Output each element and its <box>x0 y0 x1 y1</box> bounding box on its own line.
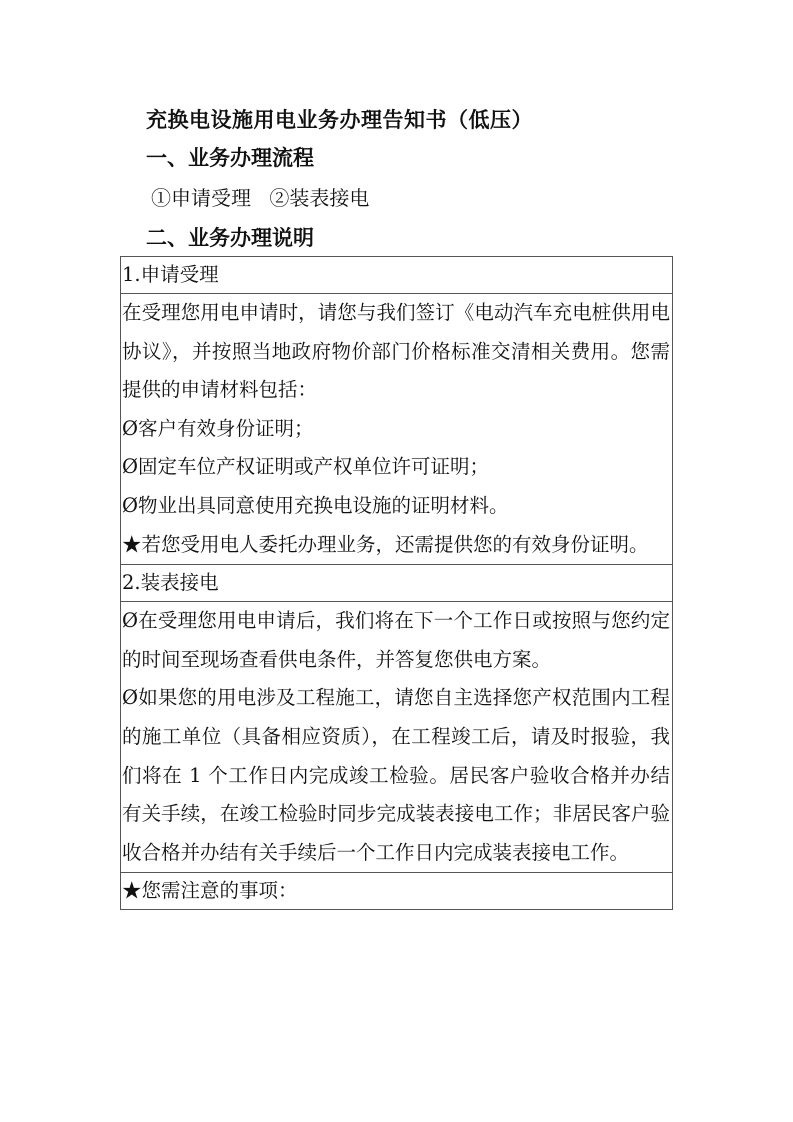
flow-steps <box>151 182 369 211</box>
table-row <box>121 294 673 565</box>
instructions-table <box>120 256 673 910</box>
flow-step-2: ②装表接电 <box>269 186 370 210</box>
step1-intro: 在受理您用电申请时，请您与我们签订《电动汽车充电桩供用电协议》，并按照当地政府物价部门价格标准交清相关费用。您需提供的申请材料包括： <box>122 301 670 402</box>
step1-body <box>121 294 673 565</box>
step2-item: Ø如果您的用电涉及工程施工，请您自主选择您产权范围内工程的施工单位（具备相应资质），在工程竣工后，请及时报验，我们将在 1 个工作日内完成竣工检验。居民客户验收合格并办结有关手续，在竣工检验时同步完成装表接电工作；非居民客户验收合格并办结有关手续后一个工作日内完成装表接电工作。 <box>122 686 670 864</box>
material-item: Ø固定车位产权证明或产权单位许可证明； <box>122 455 489 479</box>
table-row <box>121 565 673 602</box>
flow-step-1: ①申请受理 <box>151 186 251 210</box>
step2-title: 2.装表接电 <box>121 565 673 602</box>
step2-body <box>121 602 673 873</box>
document-title: 充换电设施用电业务办理告知书（低压） <box>146 108 533 132</box>
step1-title: 1.申请受理 <box>121 257 673 294</box>
table-row <box>121 873 673 910</box>
step1-note: ★若您受用电人委托办理业务，还需提供您的有效身份证明。 <box>122 532 649 556</box>
material-item: Ø物业出具同意使用充换电设施的证明材料。 <box>122 493 509 517</box>
table-row <box>121 257 673 294</box>
notice-heading: ★您需注意的事项： <box>121 873 673 910</box>
section-heading-process: 一、业务办理流程 <box>146 146 314 170</box>
material-item: Ø客户有效身份证明； <box>122 416 314 440</box>
step2-item: Ø在受理您用电申请后，我们将在下一个工作日或按照与您约定的时间至现场查看供电条件，并答复您供电方案。 <box>122 609 670 671</box>
section-heading-instructions: 二、业务办理说明 <box>146 226 314 250</box>
table-row <box>121 602 673 873</box>
